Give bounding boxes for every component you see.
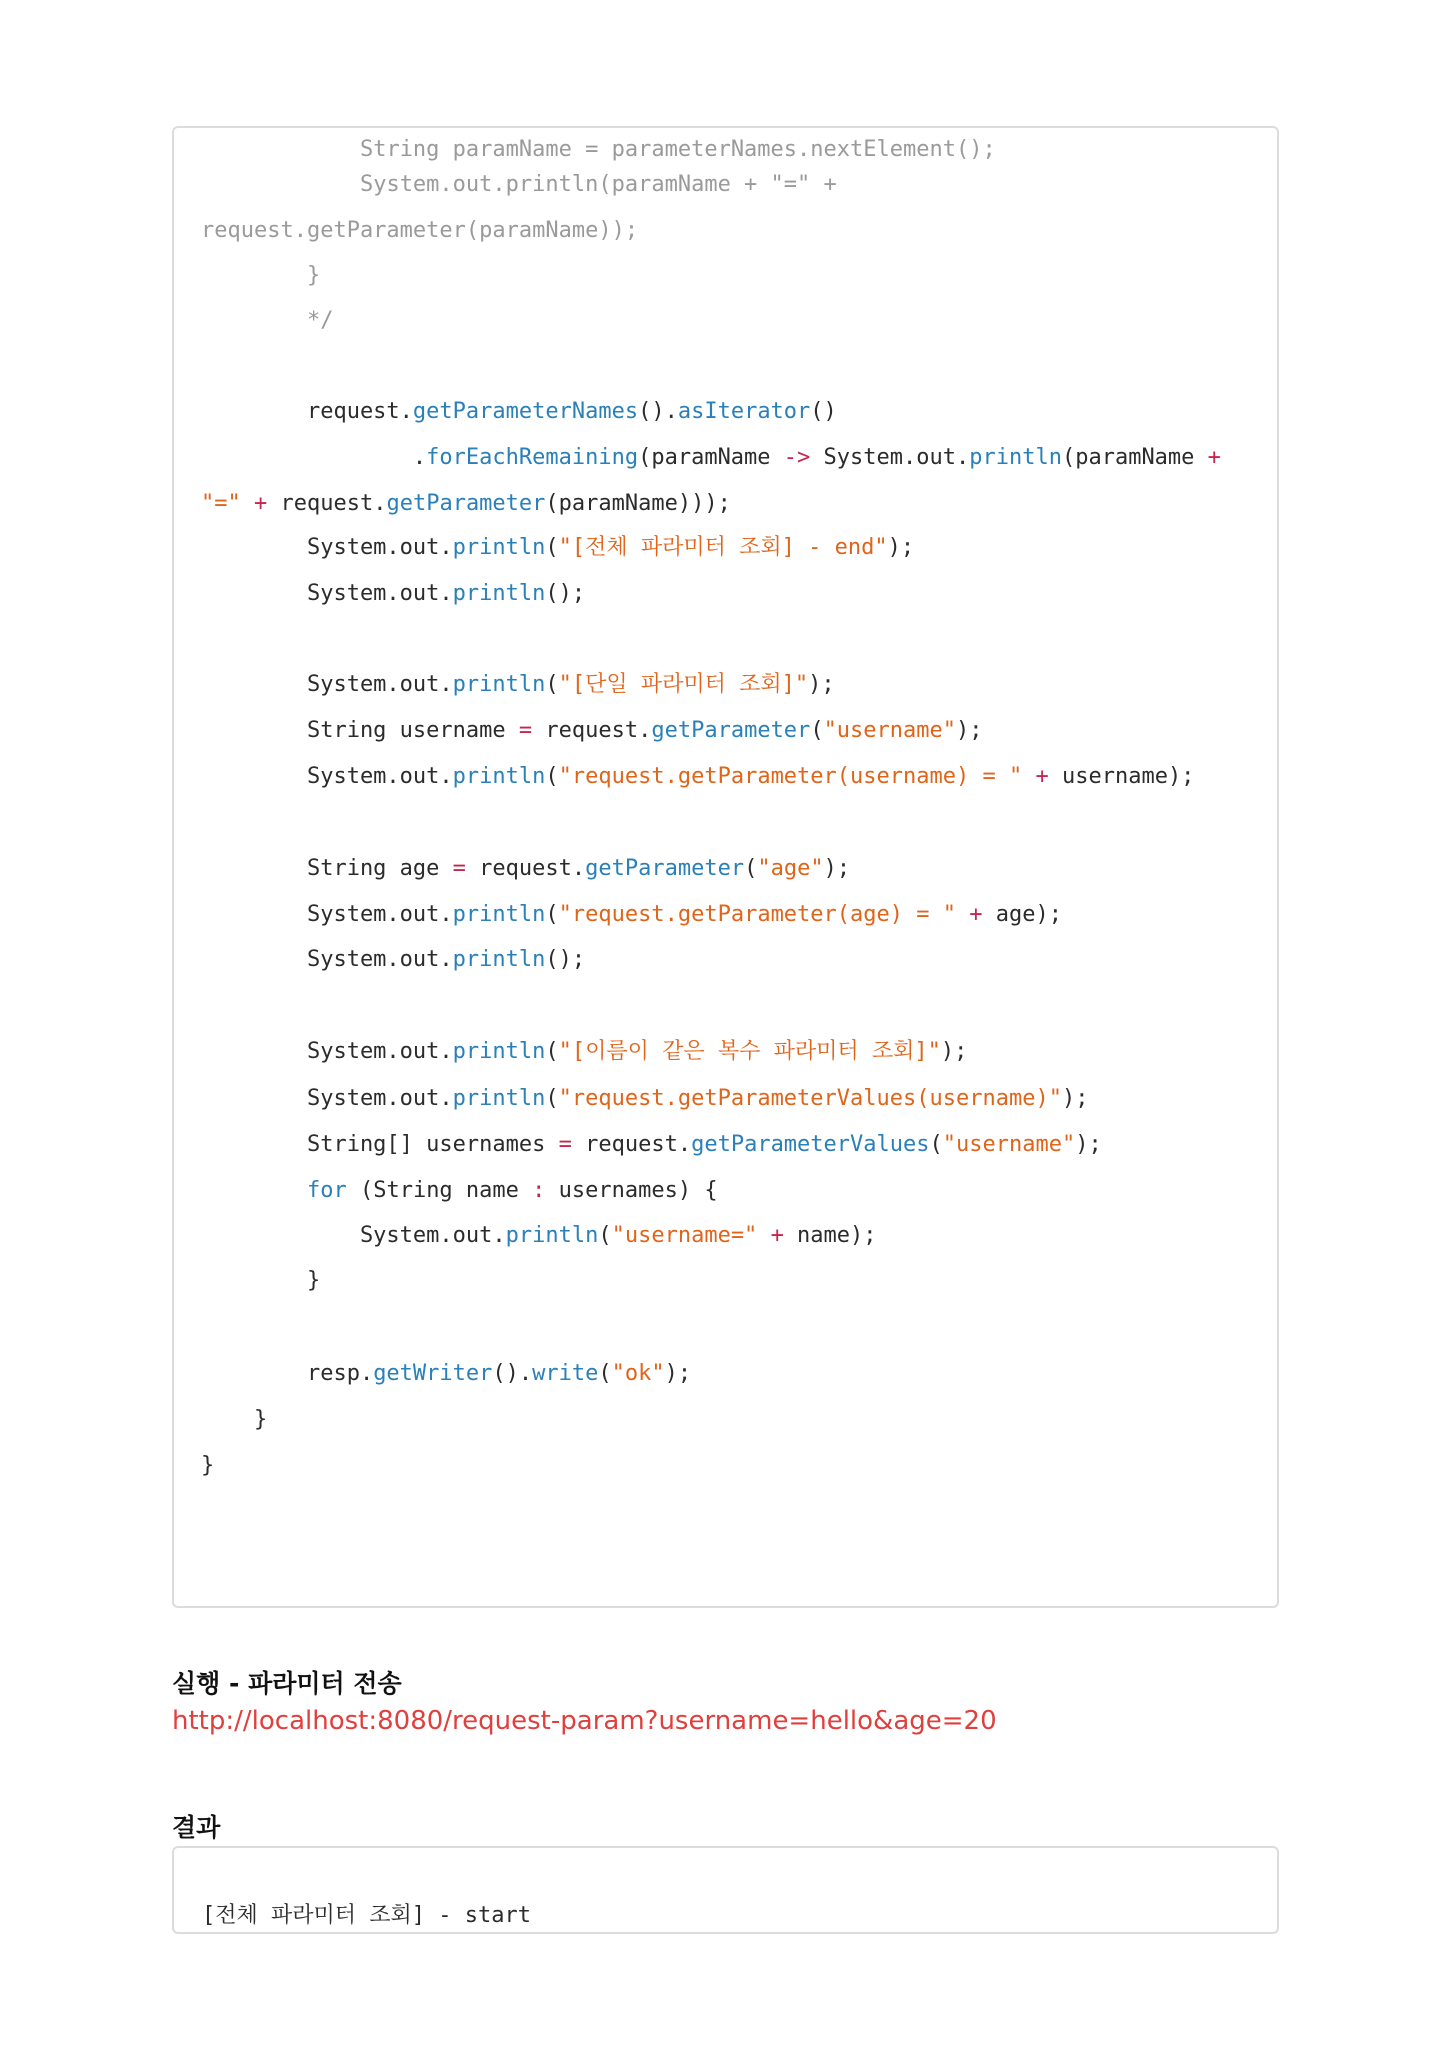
code-line: resp.getWriter().write("ok");: [201, 1361, 692, 1386]
code-line: }: [306, 263, 321, 288]
code-line: System.out.println("username=" + name);: [201, 1223, 877, 1248]
result-block: [172, 1846, 1279, 1934]
code-line: System.out.println("request.getParameter(age) = " + age);: [201, 902, 1062, 927]
code-line: System.out.println("request.getParameterValues(username)");: [201, 1086, 1089, 1111]
code-line: String paramName = parameterNames.nextElement();: [359, 137, 996, 162]
code-line: System.out.println();: [201, 581, 586, 606]
code-line: .forEachRemaining(paramName -> System.out.println(paramName +: [201, 445, 1221, 470]
code-line: String username = request.getParameter("username");: [201, 718, 983, 743]
section-heading-run: 실행 - 파라미터 전송: [172, 1669, 402, 1698]
result-line: [전체 파라미터 조회] - start: [202, 1903, 531, 1928]
code-line: request.getParameterNames().asIterator(): [201, 399, 837, 424]
code-line: System.out.println("[이름이 같은 복수 파라미터 조회]");: [201, 1039, 968, 1064]
code-line: "=" + request.getParameter(paramName)));: [201, 491, 731, 516]
code-line: }: [253, 1407, 268, 1432]
code-line: for (String name : usernames) {: [306, 1178, 718, 1203]
code-line: System.out.println("request.getParameter(username) = " + username);: [201, 764, 1195, 789]
code-line: request.getParameter(paramName));: [201, 218, 639, 243]
code-line: String[] usernames = request.getParameterValues("username");: [201, 1132, 1102, 1157]
code-line: System.out.println();: [201, 947, 586, 972]
code-line: System.out.println(paramName + "=" +: [359, 172, 837, 197]
code-line: */: [306, 308, 334, 333]
code-block: [172, 126, 1279, 1608]
code-line: }: [201, 1453, 215, 1478]
code-line: System.out.println("[단일 파라미터 조회]");: [201, 672, 835, 697]
code-line: System.out.println("[전체 파라미터 조회] - end");: [201, 535, 915, 560]
section-heading-result: 결과: [172, 1813, 221, 1842]
code-line: String age = request.getParameter("age");: [201, 856, 851, 881]
code-line: }: [306, 1268, 321, 1293]
request-url-link[interactable]: http://localhost:8080/request-param?username=hello&age=20: [172, 1706, 997, 1736]
